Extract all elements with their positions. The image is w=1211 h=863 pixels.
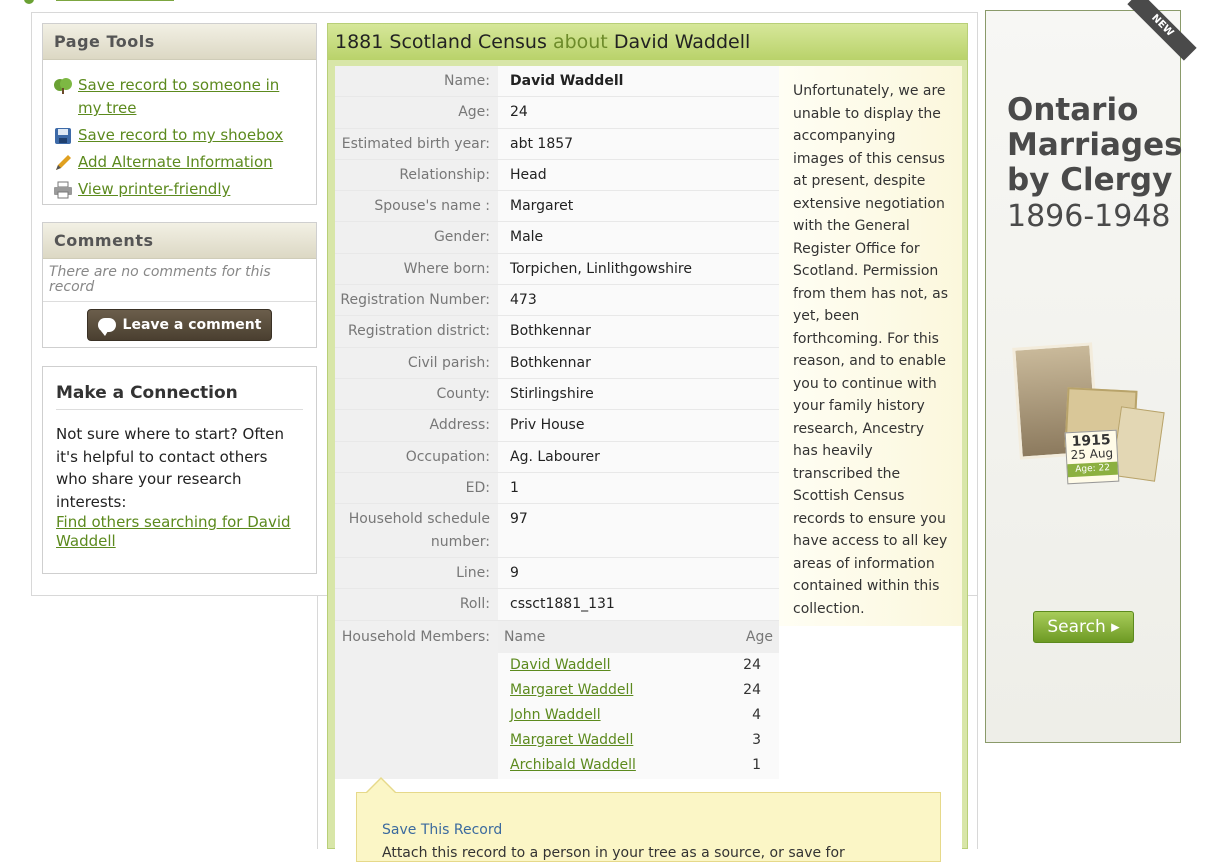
household-row bbox=[498, 678, 779, 703]
household-member-link[interactable]: Margaret Waddell bbox=[510, 681, 634, 698]
pencil-icon bbox=[53, 154, 73, 172]
save-to-tree-link[interactable]: Save record to someone in my tree bbox=[78, 76, 280, 117]
record-row-occupation bbox=[335, 442, 779, 473]
field-label: Household schedule number: bbox=[335, 504, 498, 557]
new-ribbon: NEW bbox=[1127, 0, 1196, 61]
field-label: Line: bbox=[335, 558, 498, 588]
record-row-address bbox=[335, 410, 779, 441]
field-label: ED: bbox=[335, 473, 498, 503]
household-row bbox=[498, 703, 779, 728]
record-row-name bbox=[335, 66, 779, 97]
connection-box bbox=[42, 366, 317, 574]
field-value: 9 bbox=[498, 558, 779, 588]
record-row-roll bbox=[335, 589, 779, 620]
callout-notch-fill bbox=[366, 779, 396, 794]
speech-bubble-icon bbox=[98, 318, 116, 332]
page-tools-box bbox=[42, 23, 317, 205]
field-label: Occupation: bbox=[335, 442, 498, 472]
connection-title: Make a Connection bbox=[56, 383, 303, 410]
page-tools-list bbox=[43, 60, 316, 201]
record-fields-table bbox=[335, 66, 779, 779]
save-record-box bbox=[356, 792, 941, 862]
household-row bbox=[498, 728, 779, 753]
field-value: Torpichen, Linlithgowshire bbox=[498, 254, 779, 284]
record-row-ed bbox=[335, 473, 779, 504]
household-member-age: 24 bbox=[743, 656, 761, 673]
household-member-link[interactable]: David Waddell bbox=[510, 656, 611, 673]
stamp-age: Age: 22 bbox=[1067, 462, 1118, 478]
stamp-year: 1915 bbox=[1071, 432, 1112, 451]
household-col-name: Name bbox=[504, 628, 546, 645]
field-label: Name: bbox=[335, 66, 498, 96]
household-col-age: Age bbox=[745, 628, 773, 645]
household-member-link[interactable]: Archibald Waddell bbox=[510, 756, 636, 773]
document-image bbox=[1111, 406, 1164, 481]
record-row-relationship bbox=[335, 160, 779, 191]
field-value: Ag. Labourer bbox=[498, 442, 779, 472]
record-row-household-schedule bbox=[335, 504, 779, 558]
field-label: Registration district: bbox=[335, 316, 498, 346]
record-row-age bbox=[335, 97, 779, 128]
field-value: 473 bbox=[498, 285, 779, 315]
tool-item-add-alternate[interactable] bbox=[53, 151, 306, 174]
leave-comment-button[interactable] bbox=[87, 309, 272, 341]
save-disk-icon bbox=[53, 127, 73, 145]
tool-item-save-tree[interactable] bbox=[53, 74, 306, 120]
household-member-link[interactable]: John Waddell bbox=[510, 706, 601, 723]
record-row-civil-parish bbox=[335, 348, 779, 379]
page-tools-header: Page Tools bbox=[43, 24, 316, 60]
record-panel bbox=[327, 23, 968, 861]
record-body bbox=[335, 66, 962, 861]
record-title-collection: 1881 Scotland Census bbox=[335, 31, 547, 53]
field-value: Male bbox=[498, 222, 779, 252]
field-value: Bothkennar bbox=[498, 316, 779, 346]
ad-title bbox=[1007, 93, 1183, 198]
record-row-county bbox=[335, 379, 779, 410]
ontario-marriages-ad[interactable] bbox=[985, 10, 1181, 743]
leaf-icon bbox=[24, 0, 34, 4]
connection-text: Not sure where to start? Often it's helpful to contact others who share your research interests: bbox=[56, 425, 284, 511]
field-label: Age: bbox=[335, 97, 498, 127]
record-row-registration-district bbox=[335, 316, 779, 347]
add-alternate-link[interactable]: Add Alternate Information bbox=[78, 153, 273, 171]
record-row-registration-number bbox=[335, 285, 779, 316]
field-value: Margaret bbox=[498, 191, 779, 221]
record-row-birth-year bbox=[335, 129, 779, 160]
field-value: Stirlingshire bbox=[498, 379, 779, 409]
field-value: abt 1857 bbox=[498, 129, 779, 159]
field-value: David Waddell bbox=[498, 66, 779, 96]
record-row-line bbox=[335, 558, 779, 589]
household-member-age: 1 bbox=[752, 756, 761, 773]
field-label: Civil parish: bbox=[335, 348, 498, 378]
save-record-subtitle: Attach this record to a person in your tree as a source, or save for bbox=[382, 845, 845, 861]
field-value: Priv House bbox=[498, 410, 779, 440]
leave-comment-label: Leave a comment bbox=[122, 317, 262, 333]
no-comments-text: There are no comments for this record bbox=[43, 259, 316, 302]
household-table bbox=[498, 621, 779, 779]
field-label: Address: bbox=[335, 410, 498, 440]
ad-search-button[interactable]: Search ▸ bbox=[1033, 611, 1134, 643]
find-others-link[interactable]: Find others searching for David Waddell bbox=[56, 513, 291, 550]
field-label: Relationship: bbox=[335, 160, 498, 190]
household-row bbox=[498, 653, 779, 678]
field-label: Roll: bbox=[335, 589, 498, 619]
field-label: Where born: bbox=[335, 254, 498, 284]
comments-box bbox=[42, 222, 317, 348]
household-row bbox=[498, 753, 779, 778]
field-label: County: bbox=[335, 379, 498, 409]
household-member-age: 24 bbox=[743, 681, 761, 698]
tool-item-save-shoebox[interactable] bbox=[53, 124, 306, 147]
field-value: 24 bbox=[498, 97, 779, 127]
tool-item-printer[interactable] bbox=[53, 178, 306, 201]
save-record-title: Save This Record bbox=[382, 822, 503, 838]
record-title-name: David Waddell bbox=[613, 31, 751, 53]
field-label: Gender: bbox=[335, 222, 498, 252]
comments-header: Comments bbox=[43, 223, 316, 259]
ad-title-line: Marriages bbox=[1007, 127, 1183, 163]
ad-years: 1896-1948 bbox=[1007, 199, 1171, 234]
household-members bbox=[335, 621, 779, 779]
record-title-about: about bbox=[552, 31, 608, 53]
field-value: cssct1881_131 bbox=[498, 589, 779, 619]
household-header bbox=[498, 621, 779, 653]
census-image-note: Unfortunately, we are unable to display the accompanying images of this census at present, despite extensive negotiation with the General Register Office for Scotland. Permission from them has not, as yet, been forthcoming. For this reason, and to enable you to continue with your family history research, Ancestry has heavily transcribed the Scottish Census records to ensure you have access to all key areas of information contained within this collection. bbox=[779, 66, 962, 626]
household-member-link[interactable]: Margaret Waddell bbox=[510, 731, 634, 748]
field-label: Estimated birth year: bbox=[335, 129, 498, 159]
household-label: Household Members: bbox=[335, 621, 498, 779]
save-to-shoebox-link[interactable]: Save record to my shoebox bbox=[78, 126, 284, 144]
tree-icon bbox=[53, 77, 73, 95]
record-row-gender bbox=[335, 222, 779, 253]
field-label: Registration Number: bbox=[335, 285, 498, 315]
stamp-date: 25 Aug bbox=[1070, 445, 1114, 463]
field-value: 97 bbox=[498, 504, 779, 557]
top-link-underline bbox=[56, 0, 174, 1]
field-value: Head bbox=[498, 160, 779, 190]
top-link-stub bbox=[24, 0, 174, 4]
record-row-where-born bbox=[335, 254, 779, 285]
record-row-spouse bbox=[335, 191, 779, 222]
field-value: 1 bbox=[498, 473, 779, 503]
date-stamp bbox=[1065, 430, 1120, 485]
ad-title-line: Ontario bbox=[1007, 92, 1139, 128]
field-label: Spouse's name : bbox=[335, 191, 498, 221]
printer-friendly-link[interactable]: View printer-friendly bbox=[78, 180, 231, 198]
record-title bbox=[328, 24, 967, 60]
ad-title-line: by Clergy bbox=[1007, 162, 1173, 198]
household-member-age: 3 bbox=[752, 731, 761, 748]
printer-icon bbox=[53, 181, 73, 199]
field-value: Bothkennar bbox=[498, 348, 779, 378]
household-member-age: 4 bbox=[752, 706, 761, 723]
